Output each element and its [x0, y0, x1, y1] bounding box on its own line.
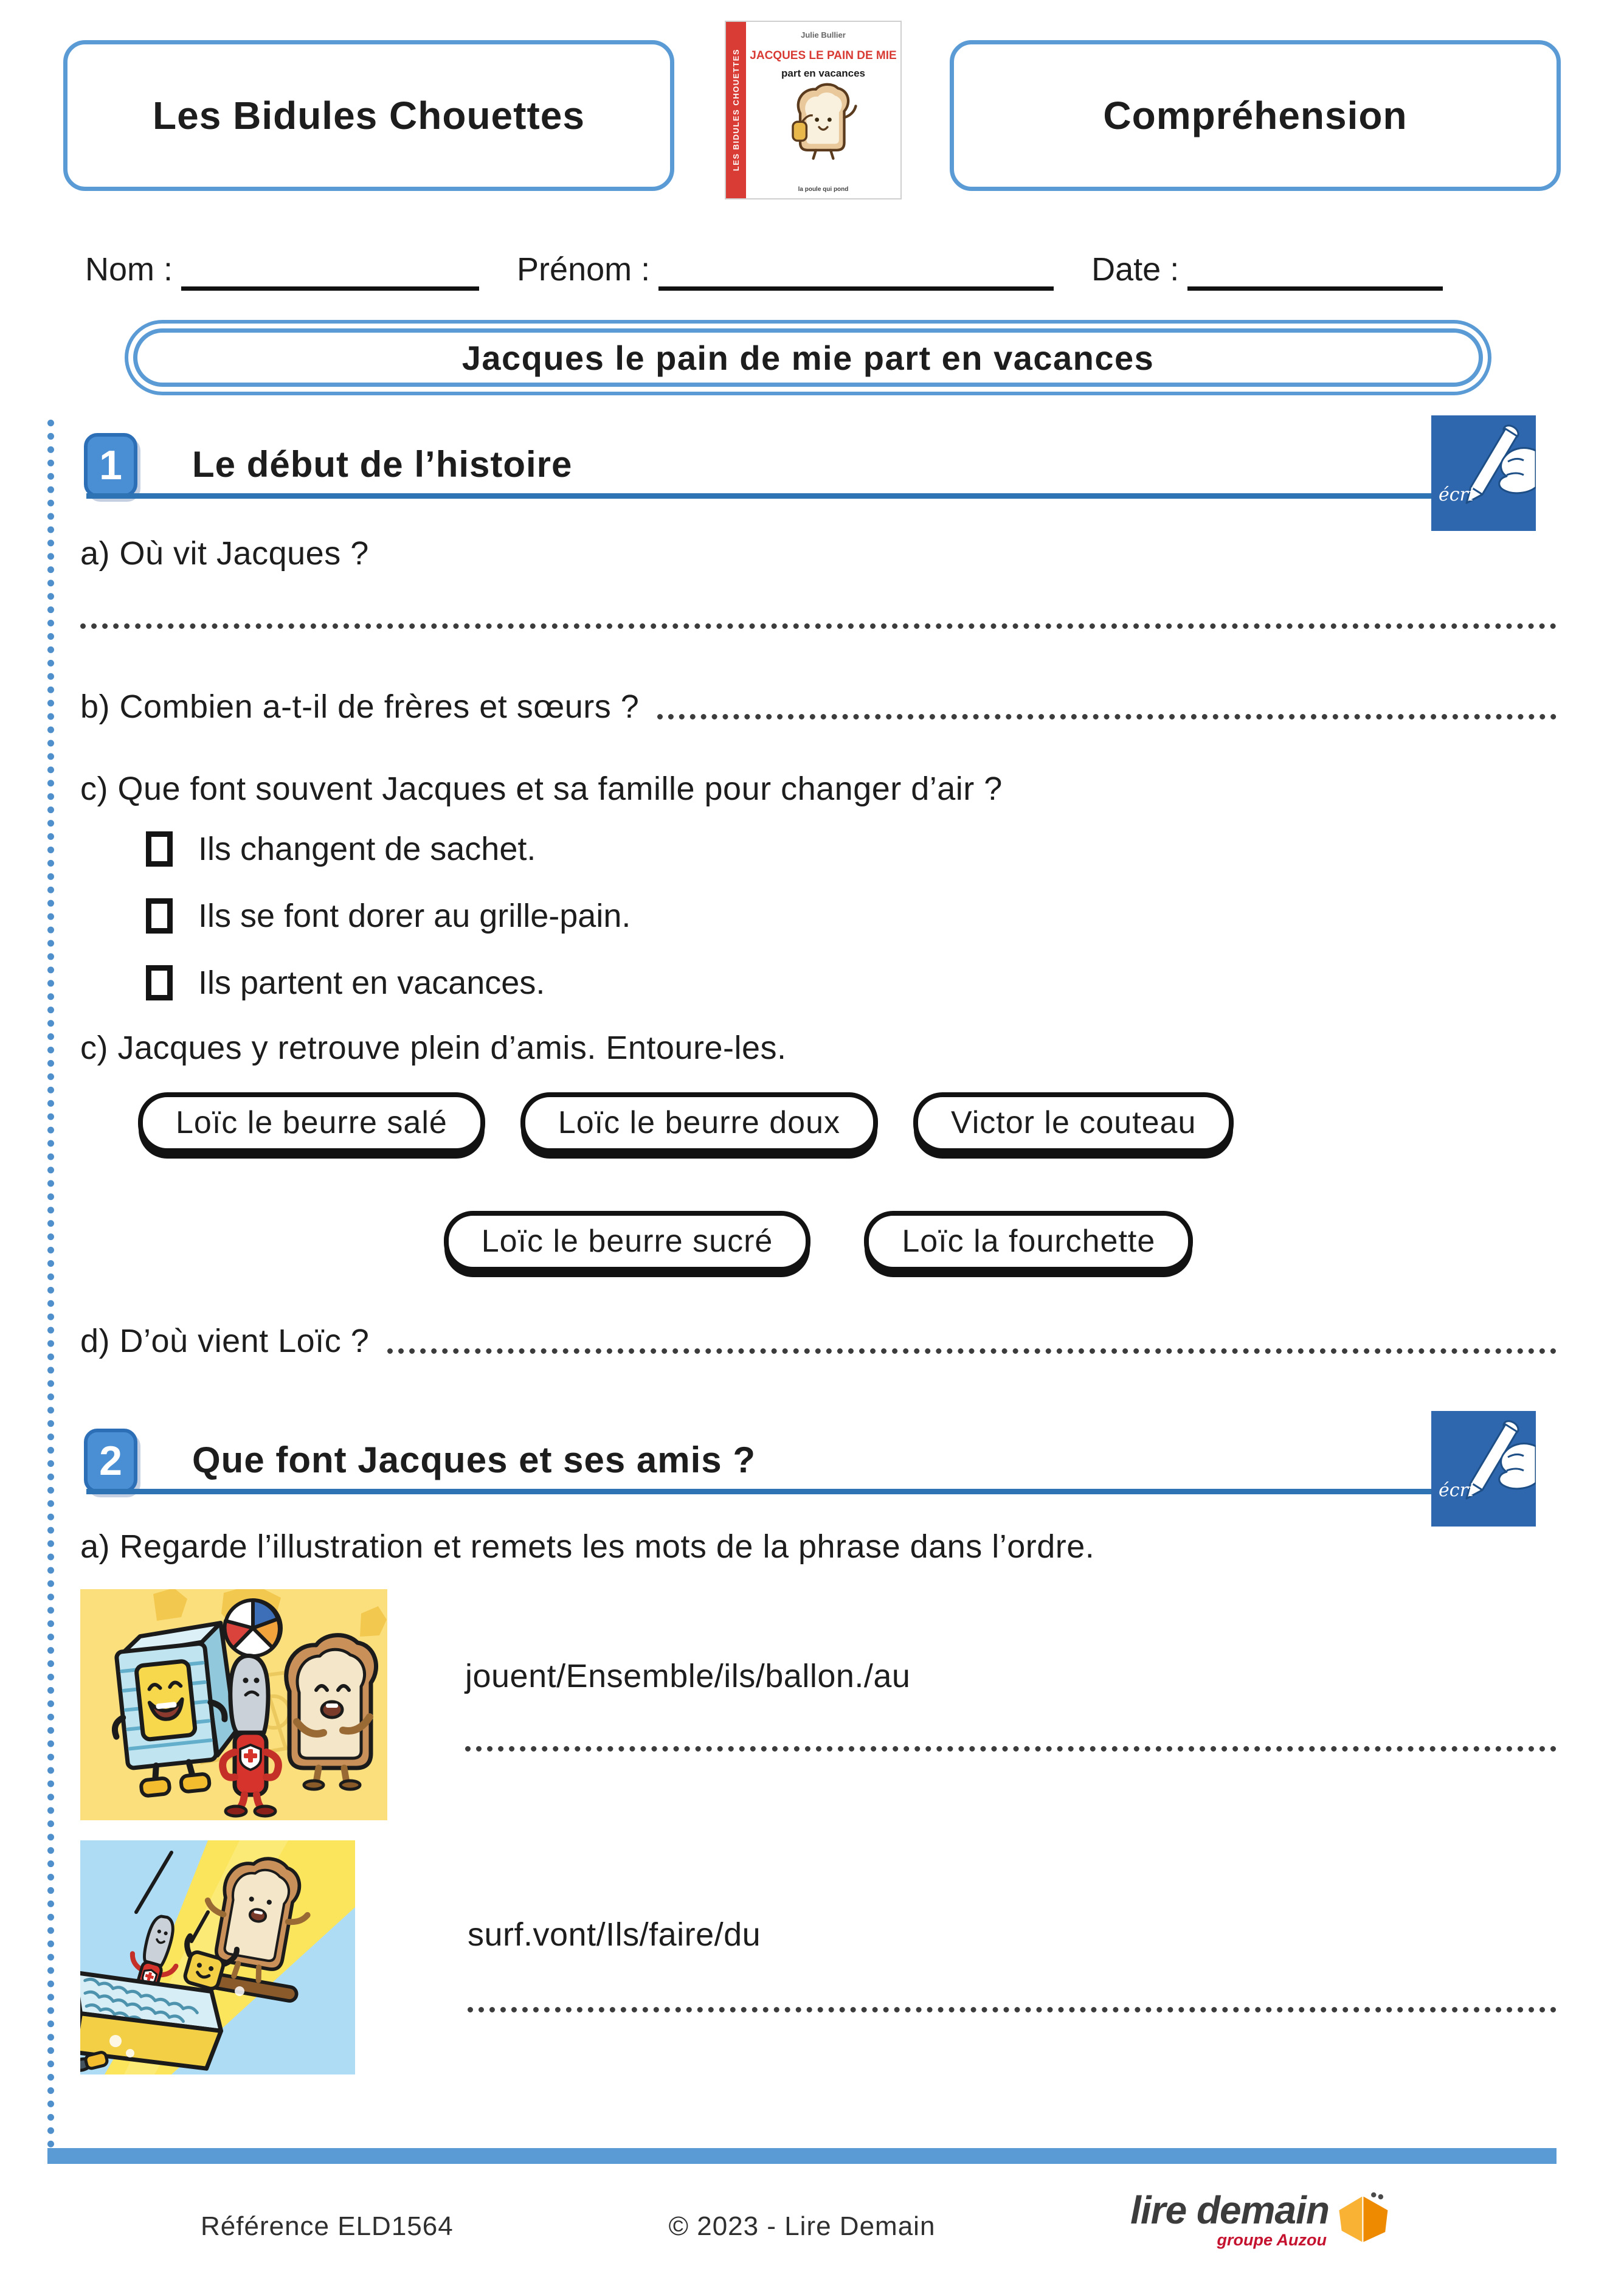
answer-option-row	[146, 895, 1557, 937]
header	[63, 30, 1561, 193]
collection-title-box	[63, 40, 674, 191]
question-2a: a) Regarde l’illustration et remets les mots de la phrase dans l’ordre.	[80, 1528, 1095, 1565]
write-icon-label: écri	[1439, 484, 1474, 505]
answer-option-row	[146, 962, 1557, 1004]
write-pen-icon	[1431, 1411, 1536, 1527]
date-label: Date :	[1091, 251, 1180, 288]
section-1-header	[80, 435, 1557, 505]
section-2-title: Que font Jacques et ses amis ?	[192, 1440, 756, 1481]
answer-line-1d[interactable]	[387, 1348, 1557, 1354]
question-1c2: c) Jacques y retrouve plein d’amis. Entoure-les.	[80, 1029, 787, 1066]
write-pen-icon	[1431, 415, 1536, 531]
scrambled-sentence-1: jouent/Ensemble/ils/ballon./au	[465, 1658, 911, 1695]
section-2-number: 2	[99, 1438, 122, 1485]
exercise-1	[80, 1589, 1557, 1820]
identity-row	[85, 251, 1557, 291]
publisher-logo	[1130, 2188, 1395, 2252]
publisher-logo-text: lire demain	[1130, 2188, 1329, 2232]
open-book-icon	[1334, 2191, 1395, 2252]
book-subtitle: part en vacances	[781, 68, 865, 79]
checkbox[interactable]	[146, 831, 173, 867]
checkbox[interactable]	[146, 965, 173, 1000]
friend-pills-row-2	[80, 1211, 1557, 1272]
question-1b: b) Combien a-t-il de frères et sœurs ?	[80, 688, 640, 726]
section-1-title: Le début de l’histoire	[192, 444, 573, 485]
section-rule	[86, 493, 1481, 499]
friend-name-pill[interactable]: Loïc le beurre salé	[138, 1092, 485, 1153]
write-icon-label: écri	[1439, 1480, 1474, 1502]
option-label: Ils partent en vacances.	[198, 964, 545, 1001]
book-cover	[726, 22, 900, 198]
reference-code: Référence ELD1564	[201, 2211, 454, 2241]
collection-title: Les Bidules Chouettes	[153, 94, 585, 137]
scrambled-sentence-2: surf.vont/Ils/faire/du	[468, 1916, 761, 1953]
friend-name-pill[interactable]: Loïc le beurre doux	[520, 1092, 878, 1153]
worksheet-type-box	[950, 40, 1561, 191]
name-label: Nom :	[85, 251, 173, 288]
story-title-banner	[125, 320, 1491, 395]
option-label: Ils se font dorer au grille-pain.	[198, 897, 631, 934]
date-input-line[interactable]	[1187, 285, 1443, 291]
option-label: Ils changent de sachet.	[198, 830, 536, 867]
firstname-label: Prénom :	[517, 251, 651, 288]
question-1a: a) Où vit Jacques ?	[80, 535, 369, 572]
friend-pills-row-1	[138, 1092, 1557, 1153]
footer-divider-bar	[47, 2148, 1557, 2164]
surf-illustration	[80, 1840, 355, 2074]
friend-name-pill[interactable]: Loïc le beurre sucré	[444, 1211, 811, 1272]
book-title: JACQUES LE PAIN DE MIE	[750, 49, 897, 62]
friend-name-pill[interactable]: Victor le couteau	[913, 1092, 1234, 1153]
answer-line-1a[interactable]	[80, 623, 1557, 629]
section-rule	[86, 1489, 1481, 1494]
book-author: Julie Bullier	[801, 30, 846, 40]
exercise-2	[80, 1840, 1557, 2074]
book-cover-body	[746, 22, 900, 198]
book-publisher: la poule qui pond	[798, 186, 849, 193]
checkbox[interactable]	[146, 898, 173, 934]
friend-name-pill[interactable]: Loïc la fourchette	[864, 1211, 1193, 1272]
story-title: Jacques le pain de mie part en vacances	[461, 338, 1155, 377]
question-1d-row	[80, 1324, 1557, 1359]
copyright-text: © 2023 - Lire Demain	[668, 2211, 936, 2241]
question-1d: d) D’où vient Loïc ?	[80, 1322, 370, 1359]
answer-line-2a1[interactable]	[465, 1746, 1557, 1752]
book-spine-text: LES BIDULES CHOUETTES	[731, 49, 741, 172]
name-input-line[interactable]	[181, 285, 479, 291]
answer-options	[146, 828, 1557, 1004]
section-2-number-badge	[84, 1429, 137, 1493]
section-2-header	[80, 1431, 1557, 1502]
bread-character-icon	[784, 81, 862, 168]
publisher-group-text: groupe Auzou	[1217, 2231, 1327, 2249]
question-1c1: c) Que font souvent Jacques et sa famille pour changer d’air ?	[80, 771, 1003, 808]
answer-line-1b[interactable]	[657, 714, 1557, 719]
answer-option-row	[146, 828, 1557, 870]
worksheet-content	[47, 420, 1557, 2148]
worksheet-type: Compréhension	[1103, 94, 1408, 137]
footer	[47, 2187, 1557, 2266]
question-1b-row	[80, 690, 1557, 724]
section-1-number-badge	[84, 433, 137, 497]
answer-line-2a2[interactable]	[468, 2007, 1557, 2012]
firstname-input-line[interactable]	[658, 285, 1054, 291]
beach-ball-illustration	[80, 1589, 387, 1820]
section-1-number: 1	[99, 442, 122, 488]
book-spine	[726, 22, 746, 198]
